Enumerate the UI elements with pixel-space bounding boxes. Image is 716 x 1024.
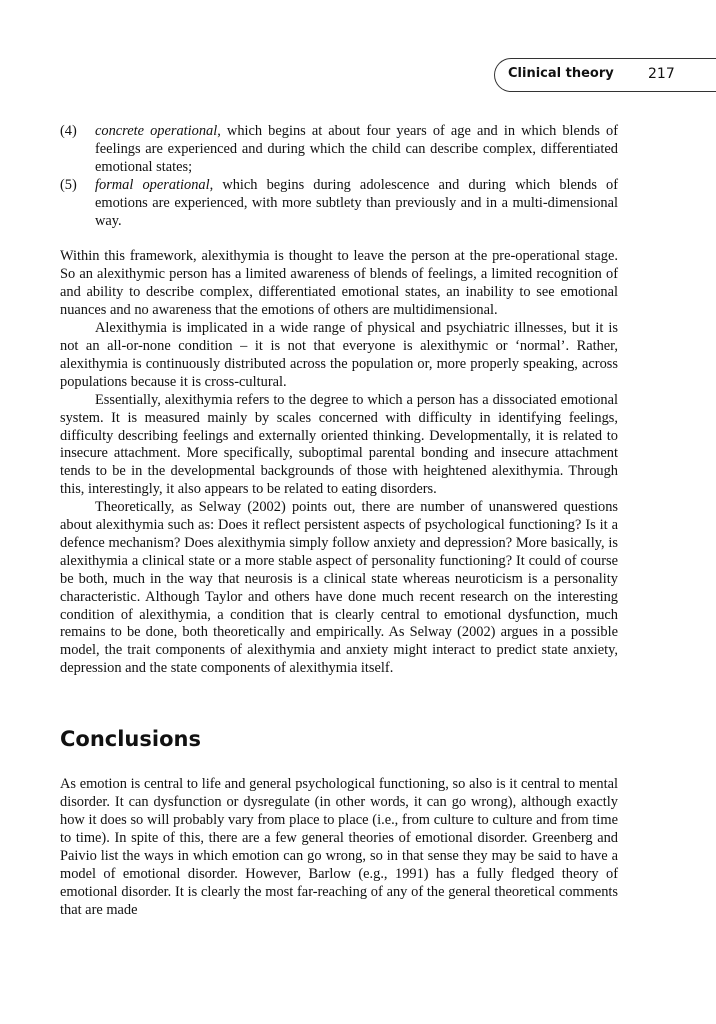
page-body [60, 123, 618, 919]
list-number: (4) [60, 123, 77, 139]
list-description: , which begins at about four years of age and in which blends of feelings are experienced and during which the child can describe complex, differentiated emotional states; [95, 123, 618, 175]
page-number: 217 [648, 66, 675, 82]
body-paragraph: Theoretically, as Selway (2002) points out, there are number of unanswered questions about alexithymia such as: Does it reflect persistent aspects of psychological functioning? Is it a defence mechanism? Does alexithymia simply follow anxiety and depression? More basically, is alexithymia a clinical state or a more stable aspect of personality functioning? It could of course be both, much in the way that neurosis is a clinical state whereas neuroticism is a personality characteristic. Although Taylor and others have done much recent research on the interesting condition of alexithymia, a condition that is clearly central to emotional dysfunction, much remains to be done, both theoretically and empirically. As Selway (2002) argues in a possible model, the trait components of alexithymia and anxiety might interact to predict state anxiety, depression and the state components of alexithymia itself. [60, 499, 618, 677]
list-text [95, 177, 618, 229]
list-description: , which begins during adolescence and during which blends of emotions are experienced, with more subtlety than previously and in a multi-dimensional way. [95, 176, 618, 229]
conclusions-paragraph: As emotion is central to life and general psychological functioning, so also is it central to mental disorder. It can dysfunction or dysregulate (in other words, it can go wrong), although exactly how it does so will probably vary from place to place (i.e., from culture to culture and from time to time). In spite of this, there are a few general theories of emotional disorder. Greenberg and Paivio list the ways in which emotion can go wrong, so in that sense they may be said to have a model of emotional disorder. However, Barlow (e.g., 1991) has a fully fledged theory of emotional disorder. It is clearly the most far-reaching of any of the general theoretical comments that are made [60, 776, 618, 918]
list-number: (5) [60, 176, 77, 193]
list-term: concrete operational [95, 123, 218, 139]
section-heading: Conclusions [60, 727, 201, 752]
body-paragraph: Essentially, alexithymia refers to the degree to which a person has a dissociated emotional system. It is measured mainly by scales concerned with difficulty in identifying feelings, difficulty describing feelings and externally oriented thinking. Developmentally, it is related to insecure attachment. More specifically, suboptimal parental bonding and insecure attachment tends to be in the developmental backgrounds of those with heightened alexithymia. Through this, interestingly, it also appears to be related to eating disorders. [60, 391, 618, 498]
running-head-title: Clinical theory [508, 66, 614, 81]
list-item-4 [60, 123, 618, 177]
body-paragraph: Within this framework, alexithymia is thought to leave the person at the pre-operational stage. So an alexithymic person has a limited awareness of blends of feelings, a limited recognition of and ability to describe complex, differentiated emotional states, an inability to see emotional nuances and no awareness that the emotions of others are multidimensional. [60, 248, 618, 319]
body-paragraph: Alexithymia is implicated in a wide range of physical and psychiatric illnesses, but it is not an all-or-none condition – it is not that everyone is alexithymic or ‘normal’. Rather, alexithymia is continuously distributed across the population or, more properly speaking, across populations because it is cross-cultural. [60, 320, 618, 390]
list-item-5 [60, 177, 618, 231]
list-term: formal operational [95, 176, 210, 193]
list-text [95, 123, 618, 175]
